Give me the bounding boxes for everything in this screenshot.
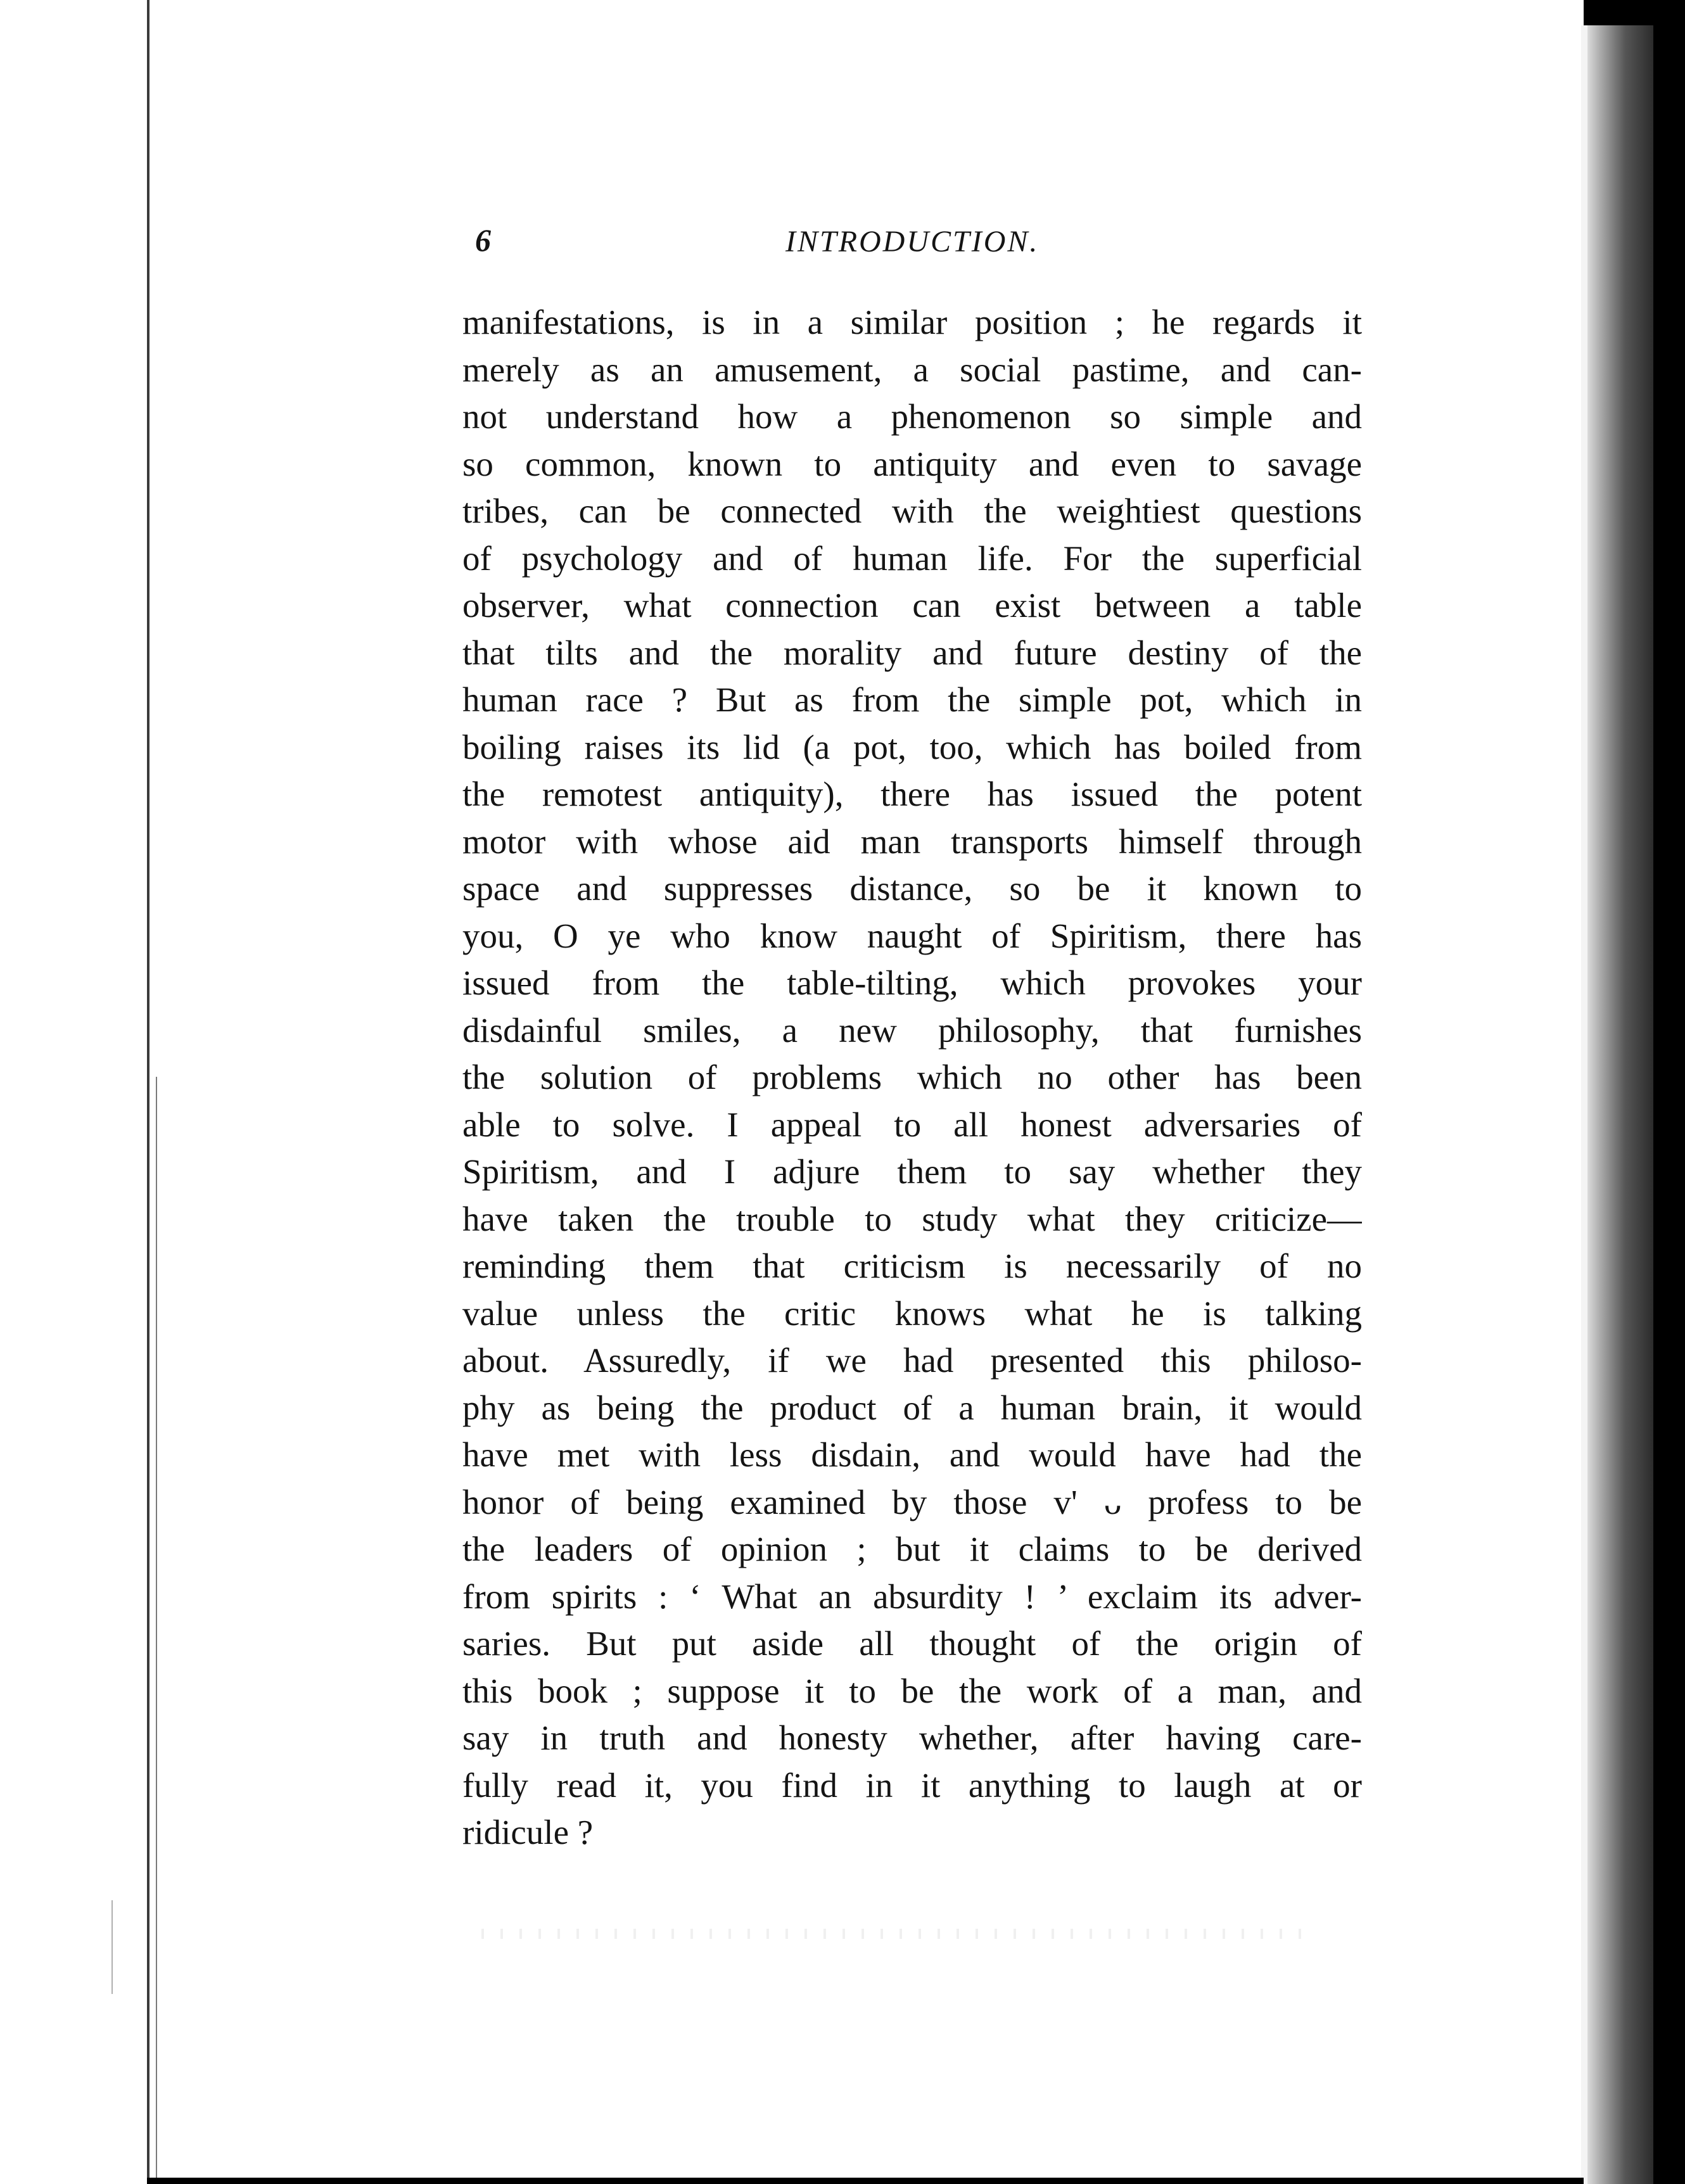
text-line: human race ? But as from the simple pot, which in [462,680,1362,719]
text-line: tribes, can be connected with the weightiest questions [462,492,1362,530]
text-line: disdainful smiles, a new philosophy, that furnishes [462,1010,1362,1050]
text-line: say in truth and honesty whether, after having care- [462,1718,1362,1757]
text-line: merely as an amusement, a social pastime, and can- [462,350,1362,389]
text-line: fully read it, you find in it anything to laugh at or [462,1765,1362,1805]
binding-edge-faint [111,1900,113,1994]
text-line: the solution of problems which no other has been [462,1058,1362,1096]
text-line: from spirits : ‘ What an absurdity ! ’ exclaim its adver- [462,1577,1362,1616]
text-line: have taken the trouble to study what they criticize— [462,1199,1362,1238]
running-head [462,222,1362,266]
text-line: that tilts and the morality and future destiny of the [462,633,1362,672]
text-line: able to solve. I appeal to all honest adversaries of [462,1105,1362,1144]
text-line: the remotest antiquity), there has issued the potent [462,775,1362,813]
text-line: have met with less disdain, and would have had the [462,1435,1362,1474]
text-line: so common, known to antiquity and even to savage [462,444,1362,483]
page-edge-shadow [1584,25,1653,2184]
running-title: INTRODUCTION. [785,225,1040,258]
text-line: of psychology and of human life. For the superficial [462,538,1362,578]
text-line: the leaders of opinion ; but it claims to be derived [462,1530,1362,1568]
text-line: you, O ye who know naught of Spiritism, there has [462,916,1362,955]
page-edge [1581,25,1587,2184]
text-line: saries. But put aside all thought of the origin of [462,1624,1362,1663]
text-line: value unless the critic knows what he is talking [462,1293,1362,1333]
body-text [462,299,1362,1857]
text-line: issued from the table-tilting, which provokes your [462,963,1362,1002]
text-line: boiling raises its lid (a pot, too, which has boiled from [462,727,1362,766]
print-blemish [481,1929,1305,1939]
text-line: manifestations, is in a similar position ; he regards it [462,303,1362,341]
text-line: reminding them that criticism is necessarily of no [462,1247,1362,1285]
scan-border-bottom [147,2178,1584,2184]
page-number: 6 [475,222,491,258]
text-line: honor of being examined by those v' ᴗ profess to be [462,1482,1362,1521]
book-page [462,222,1362,1857]
binding-edge-inner [156,1077,157,2184]
text-line: observer, what connection can exist between a table [462,586,1362,625]
text-line: motor with whose aid man transports himself through [462,822,1362,861]
text-line: not understand how a phenomenon so simple and [462,397,1362,436]
text-line: this book ; suppose it to be the work of a man, and [462,1671,1362,1710]
text-line: space and suppresses distance, so be it known to [462,869,1362,908]
text-line: Spiritism, and I adjure them to say whether they [462,1152,1362,1191]
text-line-last: ridicule ? [462,1813,594,1851]
text-line: phy as being the product of a human brain, it would [462,1388,1362,1427]
binding-edge [147,0,149,2184]
text-line: about. Assuredly, if we had presented this philoso- [462,1341,1362,1380]
